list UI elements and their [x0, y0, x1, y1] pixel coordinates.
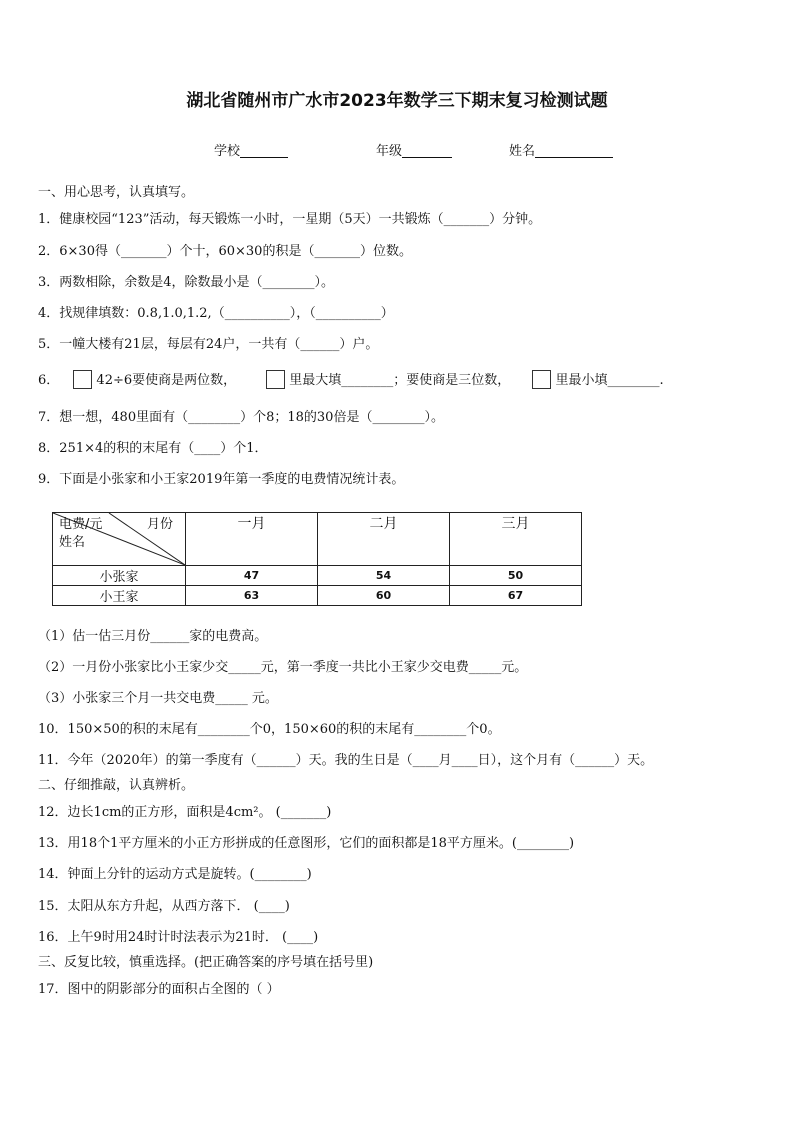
- name-field: [509, 140, 613, 159]
- question-3: 3．两数相除，余数是4，除数最小是（________）。: [38, 275, 335, 290]
- question-6-part-2: 里最大填________；要使商是三位数，: [289, 373, 511, 388]
- section-1-heading: 一、用心思考，认真填写。: [38, 185, 195, 200]
- question-11: 11．今年（2020年）的第一季度有（______）天。我的生日是（____月____日），这个月有（______）天。: [38, 753, 654, 768]
- name-blank[interactable]: [535, 143, 613, 158]
- question-9-sub-3: （3）小张家三个月一共交电费_____ 元。: [38, 691, 278, 706]
- value-cell: 67: [450, 586, 582, 606]
- question-10: 10．150×50的积的末尾有________个0，150×60的积的末尾有________个0。: [38, 722, 501, 737]
- question-8: 8．251×4的积的末尾有（____）个1．: [38, 441, 268, 456]
- question-2: 2．6×30得（_______）个十，60×30的积是（_______）位数。: [38, 244, 412, 259]
- section-2-heading: 二、仔细推敲，认真辨析。: [38, 778, 195, 793]
- school-blank[interactable]: [240, 143, 288, 158]
- table-header-row: [53, 513, 582, 566]
- question-14: 14．钟面上分针的运动方式是旋转。(________): [38, 867, 312, 882]
- question-6-part-1: 42÷6要使商是两位数，: [96, 373, 237, 388]
- school-label: 学校: [214, 144, 241, 159]
- value-cell: 47: [186, 566, 318, 586]
- question-5: 5．一幢大楼有21层，每层有24户，一共有（______）户。: [38, 337, 379, 352]
- question-6: [38, 369, 664, 389]
- table-row: [53, 586, 582, 606]
- grade-field: [376, 140, 452, 159]
- month-header-1: 一月: [186, 513, 318, 566]
- row-name-cell: 小王家: [53, 586, 186, 606]
- corner-month-label: 月份: [147, 517, 174, 532]
- value-cell: 54: [318, 566, 450, 586]
- value-cell: 50: [450, 566, 582, 586]
- question-13: 13．用18个1平方厘米的小正方形拼成的任意图形，它们的面积都是18平方厘米。(________): [38, 836, 575, 851]
- question-7: 7．想一想，480里面有（________）个8；18的30倍是（________）。: [38, 410, 444, 425]
- question-16: 16．上午9时用24时计时法表示为21时． (____): [38, 930, 319, 945]
- school-field: [214, 140, 288, 159]
- question-6-part-3: 里最小填________.: [555, 373, 664, 388]
- grade-label: 年级: [376, 144, 403, 159]
- value-cell: 63: [186, 586, 318, 606]
- row-name-cell: 小张家: [53, 566, 186, 586]
- question-1: 1．健康校园“123”活动，每天锻炼一小时，一星期（5天）一共锻炼（_______）分钟。: [38, 212, 542, 227]
- electricity-table: [52, 512, 582, 606]
- grade-blank[interactable]: [402, 143, 452, 158]
- corner-fee-label: 电费/元: [59, 517, 103, 532]
- question-9-sub-2: （2）一月份小张家比小王家少交_____元，第一季度一共比小王家少交电费_____元。: [38, 660, 528, 675]
- table-corner-cell: [53, 513, 186, 566]
- question-17: 17．图中的阴影部分的面积占全图的（ ）: [38, 982, 280, 997]
- question-9: 9．下面是小张家和小王家2019年第一季度的电费情况统计表。: [38, 472, 405, 487]
- page-title: 湖北省随州市广水市2023年数学三下期末复习检测试题: [186, 91, 608, 111]
- question-15: 15．太阳从东方升起，从西方落下． (____): [38, 899, 290, 914]
- corner-name-label: 姓名: [59, 535, 86, 550]
- month-header-2: 二月: [318, 513, 450, 566]
- name-label: 姓名: [509, 144, 536, 159]
- answer-box-1[interactable]: [73, 370, 92, 389]
- question-12: 12．边长1cm的正方形，面积是4cm²。 (_______): [38, 805, 332, 820]
- answer-box-2[interactable]: [266, 370, 285, 389]
- value-cell: 60: [318, 586, 450, 606]
- question-4: 4．找规律填数：0.8,1.0,1.2,（__________），（__________）: [38, 306, 394, 321]
- month-header-3: 三月: [450, 513, 582, 566]
- table-row: [53, 566, 582, 586]
- question-6-number: 6．: [38, 373, 60, 388]
- answer-box-3[interactable]: [532, 370, 551, 389]
- section-3-heading: 三、反复比较，慎重选择。(把正确答案的序号填在括号里): [38, 955, 374, 970]
- question-9-sub-1: （1）估一估三月份______家的电费高。: [38, 629, 268, 644]
